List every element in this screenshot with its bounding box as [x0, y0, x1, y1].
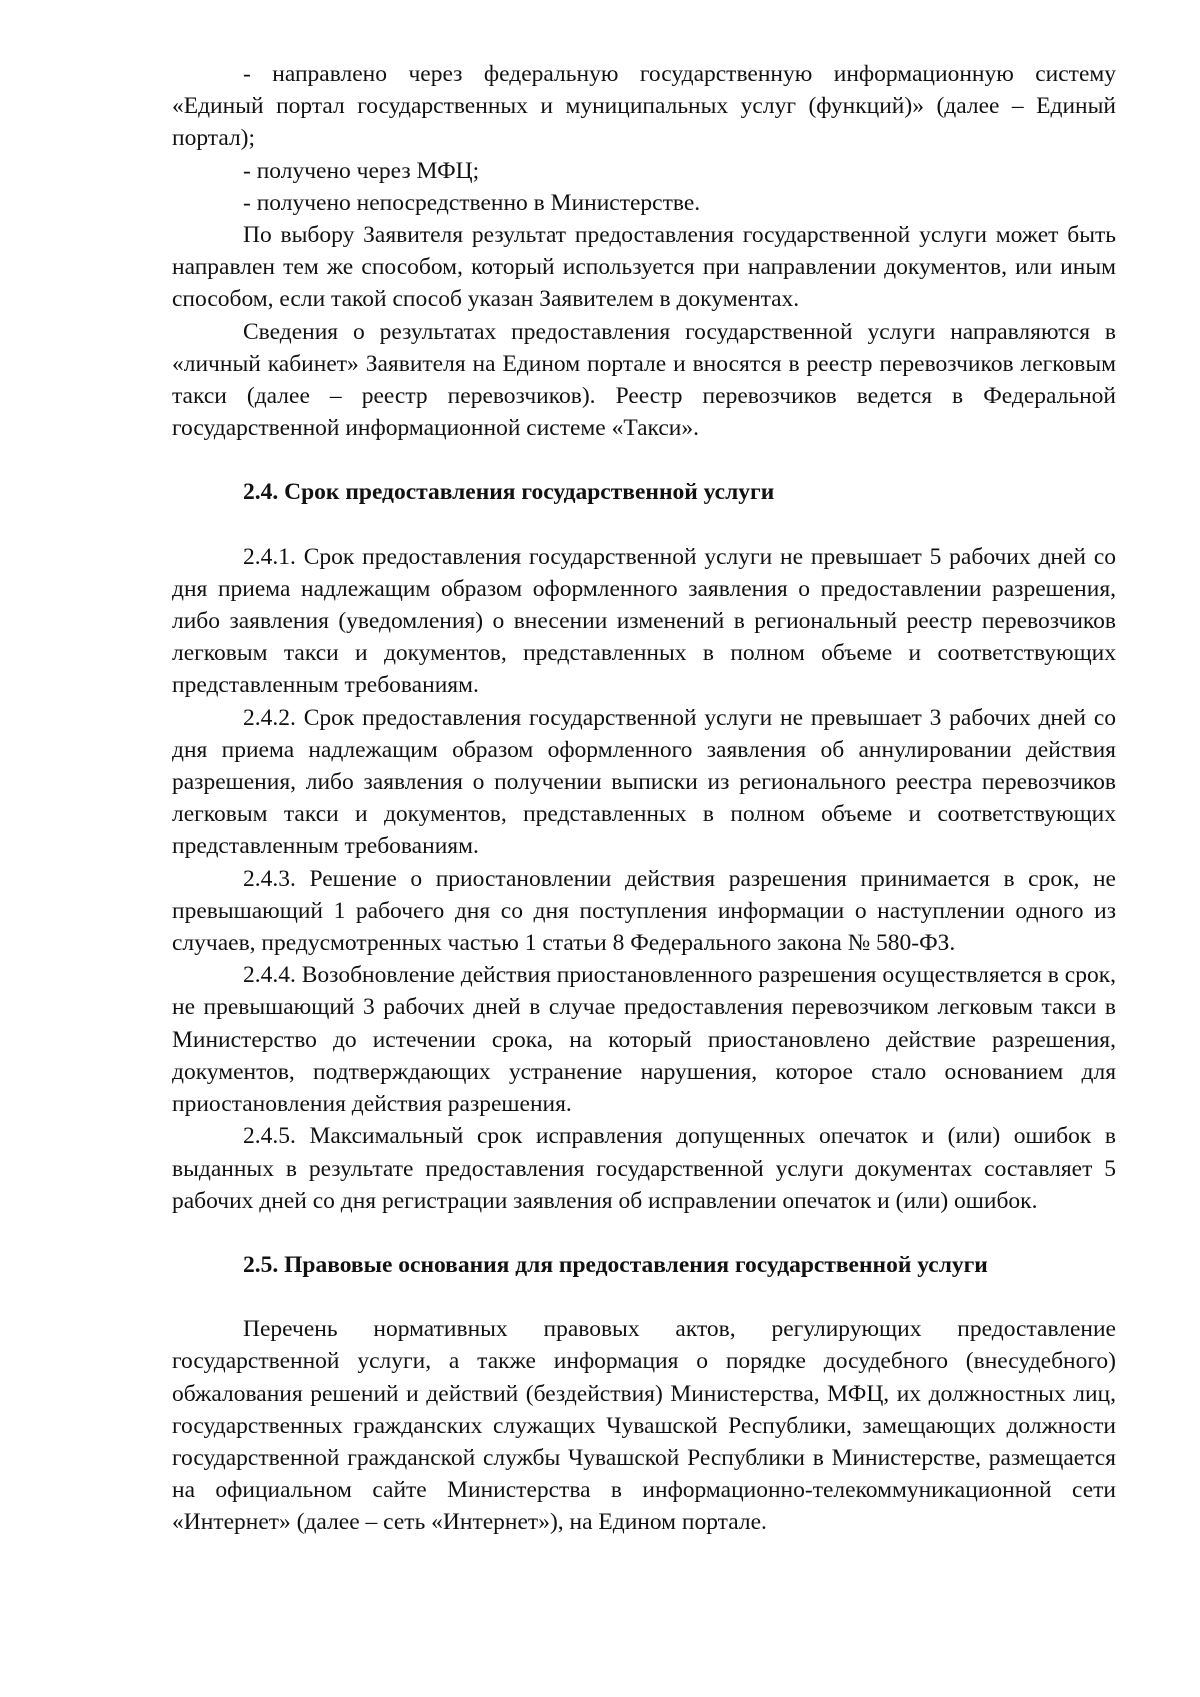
section-2-5: [172, 1313, 1116, 1538]
section-result-delivery: [172, 58, 1116, 444]
paragraph-2-4-5: 2.4.5. Максимальный срок исправления допущенных опечаток и (или) ошибок в выданных в результате предоставления государственной услуги документах составляет 5 рабочих дней со дня регистрации заявления об исправлении опечаток и (или) ошибок.: [172, 1123, 1116, 1214]
spacer: [172, 444, 1116, 476]
paragraph-legal-basis: Перечень нормативных правовых актов, регулирующих предоставление государственной услуги, а также информация о порядке досудебного (внесудебного) обжалования решений и действий (бездействия) Министерства, МФЦ, их должностных лиц, государственных гражданских служащих Чувашской Республики, замещающих должности государственной гражданской службы Чувашской Республики в Министерстве, размещается на официальном сайте Министерства в информационно-телекоммуникационной сети «Интернет» (далее – сеть «Интернет»), на Едином портале.: [172, 1316, 1116, 1536]
paragraph-ministry: - получено непосредственно в Министерстве.: [243, 189, 701, 216]
paragraph-mfc: - получено через МФЦ;: [243, 157, 480, 184]
spacer: [172, 1281, 1116, 1313]
paragraph-2-4-1: 2.4.1. Срок предоставления государственной услуги не превышает 5 рабочих дней со дня приема надлежащим образом оформленного заявления о предоставлении разрешения, либо заявления (уведомления) о внесении изменений в региональный реестр перевозчиков легковым такси и документов, представленных в полном объеме и соответствующих представленным требованиям.: [172, 543, 1116, 699]
paragraph-registry: Сведения о результатах предоставления государственной услуги направляются в «личный кабинет» Заявителя на Едином портале и вносятся в реестр перевозчиков легковым такси (далее – реестр перевозчиков). Реестр перевозчиков ведется в Федеральной государственной информационной системе «Такси».: [172, 318, 1116, 442]
paragraph-2-4-3: 2.4.3. Решение о приостановлении действия разрешения принимается в срок, не превышающий 1 рабочего дня со дня поступления информации о наступлении одного из случаев, предусмотренных частью 1 статьи 8 Федерального закона № 580-ФЗ.: [172, 865, 1116, 957]
paragraph-epgu: - направлено через федеральную государственную информационную систему «Единый портал государственных и муниципальных услуг (функций)» (далее – Единый портал);: [172, 61, 1116, 152]
heading-2-5: 2.5. Правовые основания для предоставления государственной услуги: [243, 1251, 988, 1278]
paragraph-2-4-2: 2.4.2. Срок предоставления государственной услуги не превышает 3 рабочих дней со дня приема надлежащим образом оформленного заявления об аннулировании действия разрешения, либо заявления о получении выписки из регионального реестра перевозчиков легковым такси и документов, представленных в полном объеме и соответствующих представленным требованиям.: [172, 704, 1116, 860]
paragraph-choice: По выбору Заявителя результат предоставления государственной услуги может быть направлен тем же способом, который используется при направлении документов, или иным способом, если такой способ указан Заявителем в документах.: [172, 222, 1116, 313]
document-page: [172, 58, 1116, 1539]
section-2-4: [172, 541, 1116, 1217]
paragraph-2-4-4: 2.4.4. Возобновление действия приостановленного разрешения осуществляется в срок, не превышающий 3 рабочих дней в случае предоставления перевозчиком легковым такси в Министерство до истечении срока, на который приостановлено действие разрешения, документов, подтверждающих устранение нарушения, которое стало основанием для приостановления действия разрешения.: [172, 962, 1116, 1118]
heading-2-4: 2.4. Срок предоставления государственной услуги: [243, 479, 775, 506]
spacer: [172, 1217, 1116, 1249]
spacer: [172, 509, 1116, 541]
